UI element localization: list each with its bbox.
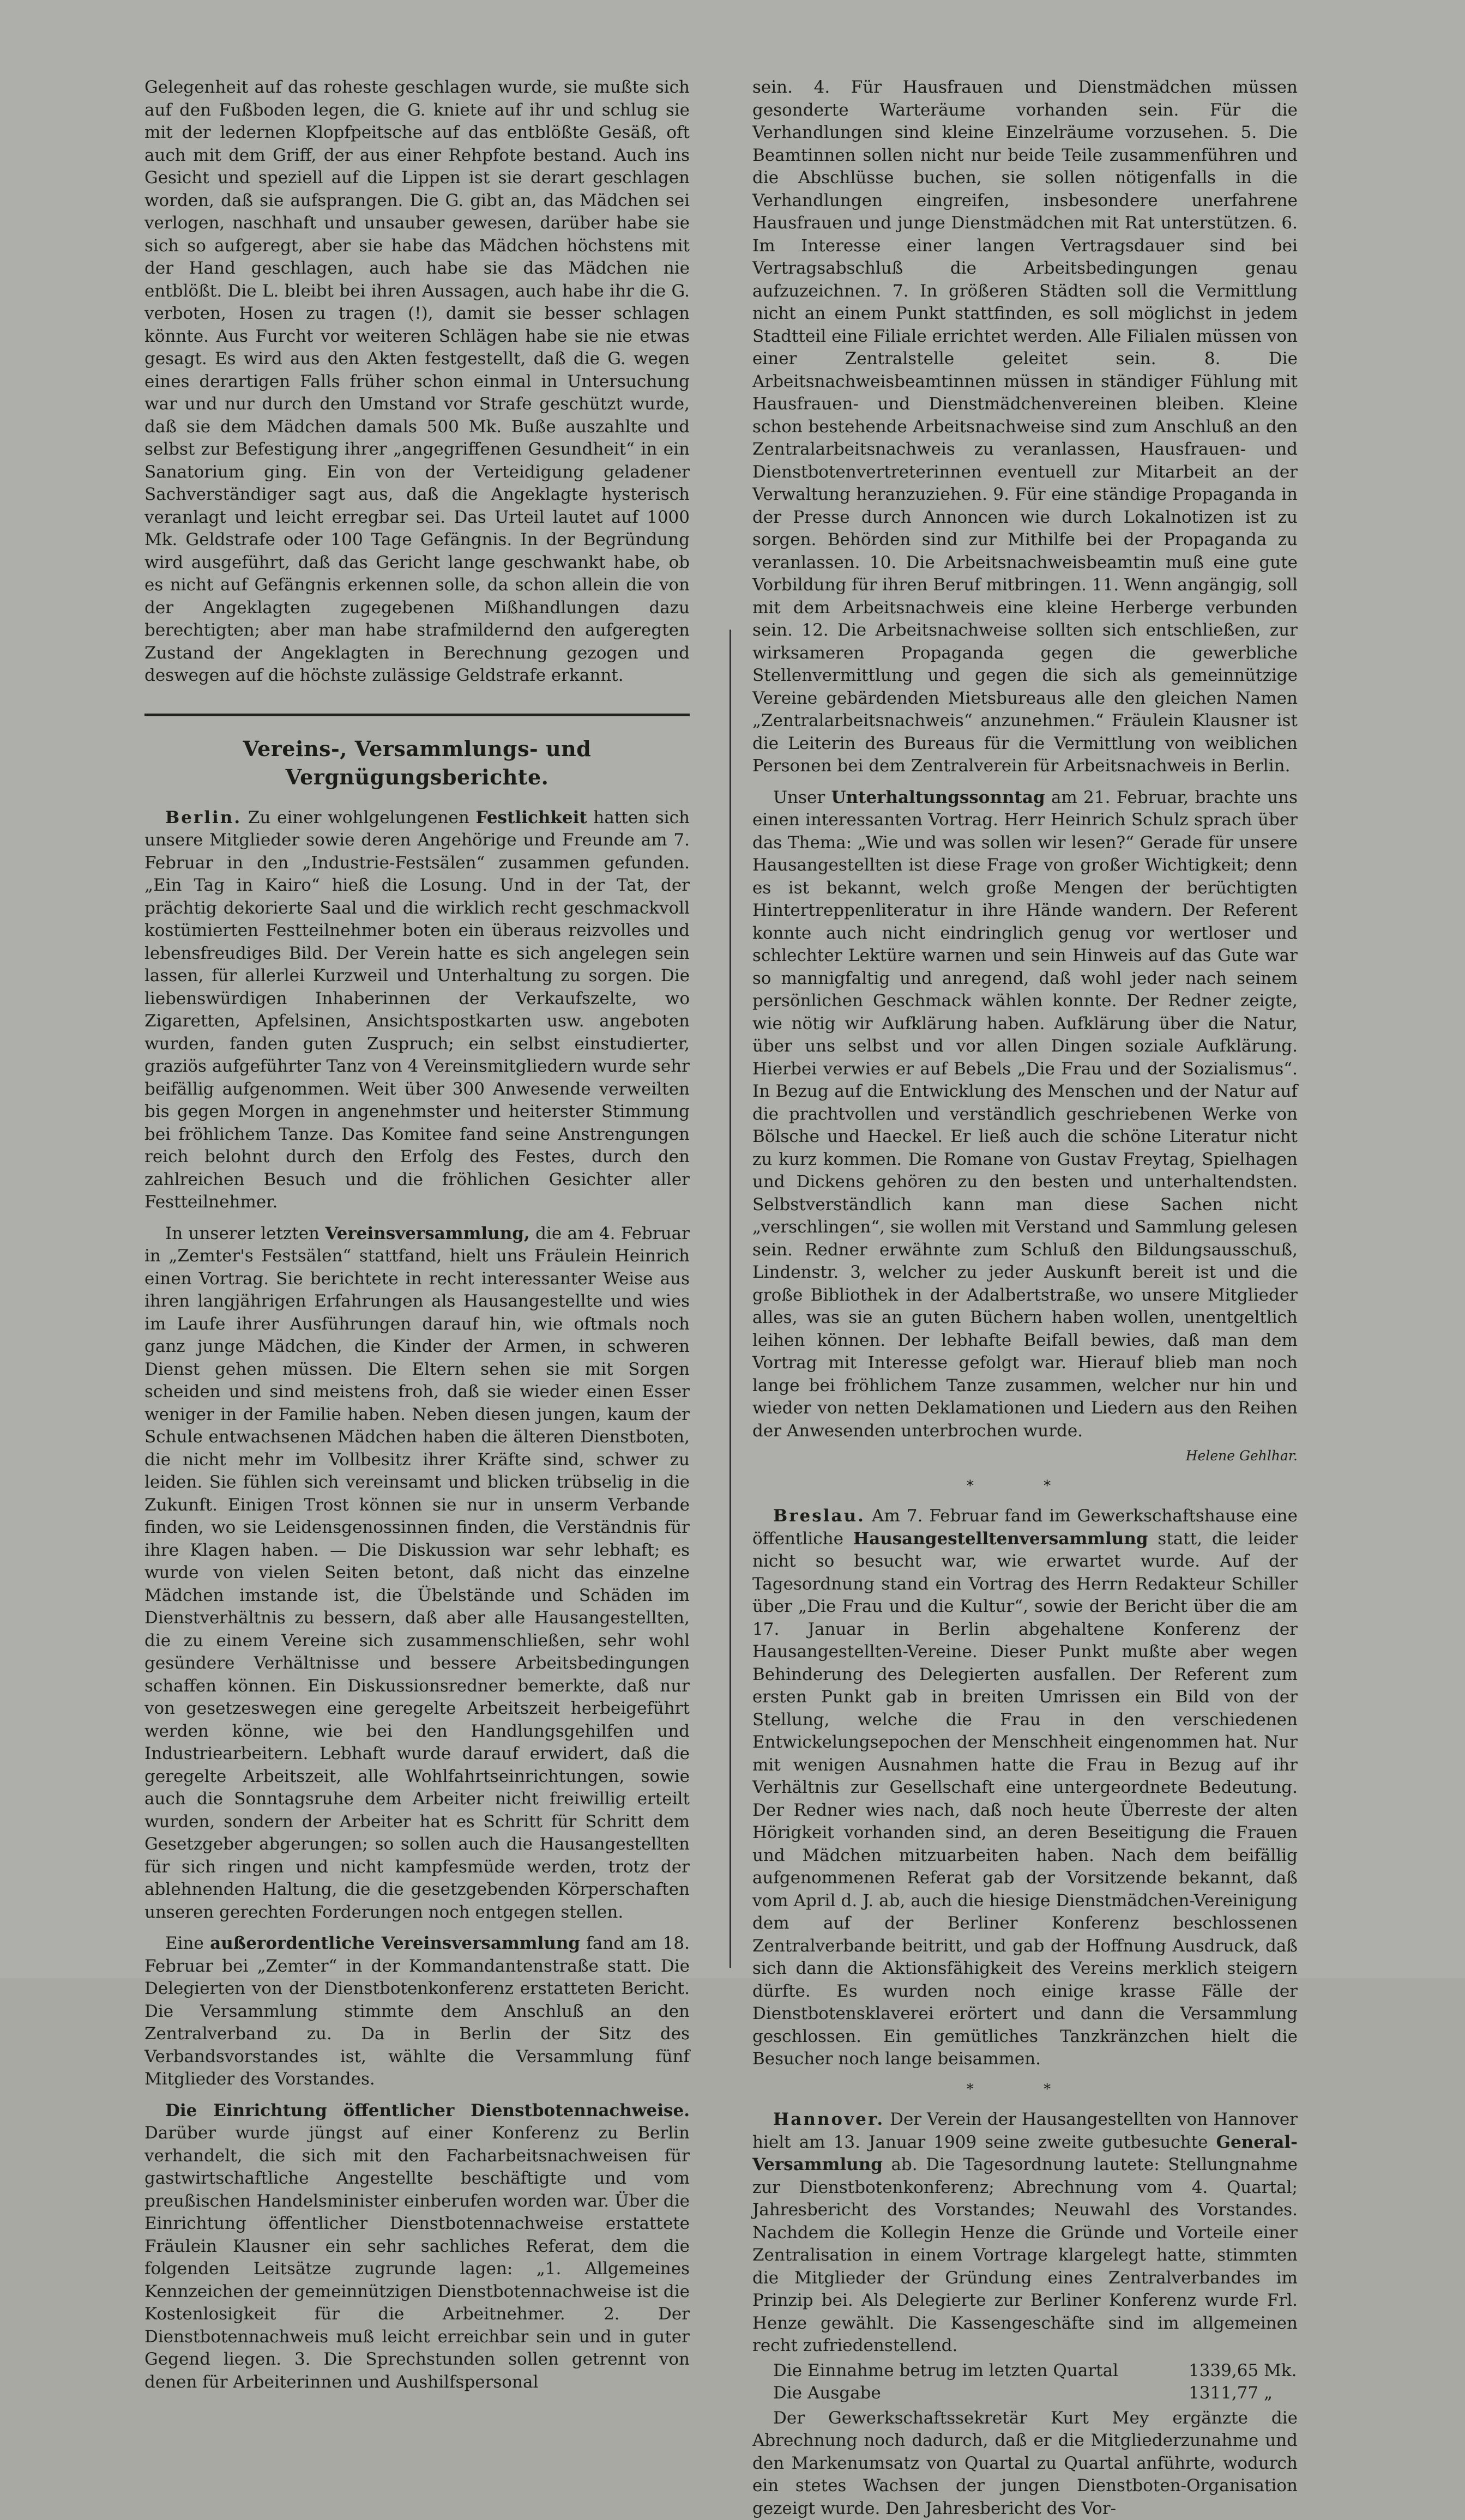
court-report-continuation: Gelegenheit auf das roheste geschlagen wurde, sie mußte sich auf den Fußboden legen, die G. kniete auf ihr und schlug sie mit der ledernen Klopfpeitsche auf das entblößte Gesäß, oft auch mit dem Griff, der aus einer Rehpfote bestand. Auch ins Gesicht und speziell auf die Lippen ist sie derart geschlagen worden, daß sie aufsprangen. Die G. gibt an, das Mädchen sei verlogen, naschhaft und unsauber gewesen, darüber habe sie sich so aufgeregt, aber sie habe das Mädchen höchstens mit der Hand geschlagen, auch habe sie das Mädchen nie entblößt. Die L. bleibt bei ihren Aussagen, auch habe ihr die G. verboten, Hosen zu tragen (!), damit sie besser schlagen könnte. Aus Furcht vor weiteren Schlägen habe sie nie etwas gesagt. Es wird aus den Akten festgestellt, daß die G. wegen eines derartigen Falls früher schon einmal in Untersuchung war und nur durch den Umstand vor Strafe geschützt wurde, daß sie dem Mädchen damals 500 Mk. Buße auszahlte und selbst zur Befestigung ihrer „angegriffenen Gesundheit“ in ein Sanatorium ging. Ein von der Verteidigung geladener Sachverständiger sagt aus, daß die Angeklagte hysterisch veranlagt und leicht erregbar sei. Das Urteil lautet auf 1000 Mk. Geldstrafe oder 100 Tage Gefängnis. In der Begründung wird ausgeführt, daß das Gericht lange geschwankt habe, ob es nicht auf Gefängnis erkennen solle, da schon allein die von der Angeklagten zugegebenen Mißhandlungen dazu berechtigten; aber man habe strafmildernd den aufgeregten Zustand der Angeklagten in Berechnung gezogen und deswegen auf die höchste zulässige Geldstrafe erkannt. [144, 76, 690, 687]
guidelines-continuation: sein. 4. Für Hausfrauen und Dienstmädchen müssen gesonderte Warteräume vorhanden sein. Für die Verhandlungen sind kleine Einzelräume vorzusehen. 5. Die Beamtinnen sollen nicht nur beide Teile zusammenführen und die Abschlüsse buchen, sie sollen nötigenfalls in die Verhandlungen eingreifen, insbesondere unerfahrene Hausfrauen und junge Dienstmädchen mit Rat unterstützen. 6. Im Interesse einer langen Vertragsdauer sind bei Vertragsabschluß die Arbeitsbedingungen genau aufzuzeichnen. 7. In größeren Städten soll die Vermittlung nicht an einem Punkt stattfinden, es soll möglichst in jedem Stadtteil eine Filiale errichtet werden. Alle Filialen müssen von einer Zentralstelle geleitet sein. 8. Die Arbeitsnachweisbeamtinnen müssen in ständiger Fühlung mit Hausfrauen- und Dienstmädchenvereinen bleiben. Kleine schon bestehende Arbeitsnachweise sind zum Anschluß an den Zentralarbeitsnachweis zu veranlassen, Hausfrauen- und Dienstbotenvertreterinnen eventuell zur Mitarbeit an der Verwaltung heranzuziehen. 9. Für eine ständige Propaganda in der Presse durch Annoncen wie durch Lokalnotizen ist zu sorgen. Behörden sind zur Mithilfe bei der Propaganda zu veranlassen. 10. Die Arbeitsnachweisbeamtin muß eine gute Vorbildung für ihren Beruf mitbringen. 11. Wenn angängig, soll mit dem Arbeitsnachweis eine kleine Herberge verbunden sein. 12. Die Arbeitsnachweise sollten sich entschließen, zur wirksameren Propaganda gegen die gewerbliche Stellenvermittlung und gegen die sich als gemeinnützige Vereine gebärdenden Mietsbureaus alle den gleichen Namen „Zentralarbeitsnachweis“ anzunehmen.“ Fräulein Klausner ist die Leiterin des Bureaus für die Vermittlung von weiblichen Personen bei dem Zentralverein für Arbeitsnachweis in Berlin. [752, 76, 1298, 778]
income-value: 1339,65 Mk. [1189, 2360, 1298, 2383]
breslau-text-a: Am 7. Februar fand im Gewerkschaftshause eine öffentliche [752, 1506, 1298, 1549]
expense-label: Die Ausgabe [752, 2382, 1189, 2405]
berlin-p1-text-c: hatten sich unsere Mitglieder sowie deren Angehörige und Freunde am 7. Februar in den „Industrie-Festsälen“ zusammen gefunden. „Ein Tag in Kairo“ hieß die Losung. Und in der Tat, der prächtig dekorierte Saal und die wirklich recht geschmackvoll kostümierten Festteilnehmer boten ein überaus reizvolles und lebensfreudiges Bild. Der Verein hatte es sich angelegen sein lassen, für allerlei Kurzweil und Unterhaltung zu sorgen. Die liebenswürdigen Inhaberinnen der Verkaufszelte, wo Zigaretten, Apfelsinen, Ansichtspostkarten usw. angeboten wurden, fanden guten Zuspruch; ein selbst einstudierter, graziös aufgeführter Tanz von 4 Vereinsmitgliedern wurde sehr beifällig aufgenommen. Weit über 300 Anwesende verweilten bis gegen Morgen in angenehmster und heiterster Stimmung bei fröhlichem Tanze. Das Komitee fand seine Anstrengungen reich belohnt durch den Erfolg des Festes, durch den zahlreichen Besuch und die fröhlichen Gesichter aller Festteilnehmer. [144, 808, 690, 1212]
berlin-p4-text: Darüber wurde jüngst auf einer Konferenz zu Berlin verhandelt, die sich mit den Facharbeitsnachweisen für gastwirtschaftliche Angestellte beschäftigte und vom preußischen Handelsminister einberufen worden war. Über die Einrichtung öffentlicher Dienstbotennachweise erstattete Fräulein Klausner ein sehr sachliches Referat, dem die folgenden Leitsätze zugrunde lagen: „1. Allgemeines Kennzeichen der gemeinnützigen Dienstbotennachweise ist die Kostenlosigkeit für die Arbeitnehmer. 2. Der Dienstbotennachweis muß leicht erreichbar sein und in guter Gegend liegen. 3. Die Sprechstunden sollen getrennt von denen für Arbeiterinnen und Aushilfspersonal [144, 2123, 690, 2392]
berlin-p3-text-a: Eine [165, 1933, 210, 1953]
finance-table [752, 2360, 1298, 2405]
berlin-p1-text-a: Zu einer wohlgelungenen [248, 808, 476, 827]
berlin-p2-keyword: Vereinsversammlung, [325, 1224, 529, 1243]
hannover-text-a: Der Verein der Hausangestellten von Hannover hielt am 13. Januar 1909 seine zweite gutbesuchte [752, 2110, 1298, 2152]
author-signature: Helene Gehlhar. [752, 1445, 1298, 1467]
right-column [752, 76, 1298, 2520]
berlin-p4-heading: Die Einrichtung öffentlicher Dienstbotennachweise. [165, 2101, 690, 2120]
expense-value: 1311,77 „ [1189, 2382, 1298, 2405]
berlin-p3-text-c: fand am 18. Februar bei „Zemter“ in der Kommandantenstraße statt. Die Delegierten von der Dienstbotenkonferenz erstatteten Bericht. Die Versammlung stimmte dem Anschluß an den Zentralverband zu. Da in Berlin der Sitz des Verbandsvorstandes ist, wählte die Versammlung fünf Mitglieder des Vorstandes. [144, 1933, 690, 2089]
berlin-report-festival [144, 807, 690, 1214]
berlin-p2-text-a: In unserer letzten [165, 1224, 325, 1243]
hannover-report-continued: Der Gewerkschaftssekretär Kurt Mey ergänzte die Abrechnung noch dadurch, daß er die Mitgliederzunahme und den Markenumsatz von Quartal zu Quartal anführte, wodurch ein stetes Wachsen der jungen Dienstboten-Organisation gezeigt wurde. Den Jahresbericht des Vor- [752, 2407, 1298, 2520]
entertainment-sunday-report [752, 787, 1298, 1443]
section-divider [144, 714, 690, 716]
entertainment-text-c: am 21. Februar, brachte uns einen interessanten Vortrag. Herr Heinrich Schulz sprach über das Thema: „Wie und was sollen wir lesen?“ Gerade für unsere Hausangestellten ist diese Frage von großer Wichtigkeit; denn es ist bekannt, welch große Mengen der berüchtigten Hintertreppenliteratur in ihre Hände wandern. Der Referent konnte auch nicht eindringlich genug vor wertloser und schlechter Lektüre warnen und sein Hinweis auf das Gute war so mannigfaltig und anregend, daß wohl jeder nach seinem persönlichen Geschmack wählen konnte. Der Redner zeigte, wie nötig wir Aufklärung haben. Aufklärung über die Natur, über uns selbst und vor allen Dingen soziale Aufklärung. Hierbei verwies er auf Bebels „Die Frau und der Sozialismus“. In Bezug auf die Entwicklung des Menschen und der Natur auf die prachtvollen und verständlich geschriebenen Werke von Bölsche und Haeckel. Er ließ auch die schöne Literatur nicht zu kurz kommen. Die Romane von Gustav Freytag, Spielhagen und Dickens gehören zu den besten und unterhaltendsten. Selbstverständlich kann man diese Sachen nicht „verschlingen“, sie wollen mit Verstand und Sammlung gelesen sein. Redner erwähnte zum Schluß den Bildungsausschuß, Lindenstr. 3, welcher zu jeder Auskunft bereit ist und die große Bibliothek in der Adalbertstraße, wo unsere Mitglieder alles, was sie an guten Büchern haben wollen, unentgeltlich leihen können. Der lebhafte Beifall bewies, daß man dem Vortrag mit Interesse gefolgt war. Hierauf blieb man noch lange bei fröhlichem Tanze zusammen, welcher nur hin und wieder von netten Deklamationen und Liedern aus den Reihen der Anwesenden unterbrochen wurde. [752, 788, 1298, 1441]
hannover-keyword: General-Versammlung [752, 2132, 1298, 2175]
breslau-text-c: statt, die leider nicht so besucht war, wie erwartet wurde. Auf der Tagesordnung stand ein Vortrag des Herrn Redakteur Schiller über „Die Frau und die Kultur“, sowie der Bericht über die am 17. Januar in Berlin abgehaltene Konferenz der Hausangestellten-Vereine. Dieser Punkt mußte aber wegen Behinderung des Delegierten ausfallen. Der Referent zum ersten Punkt gab in breiten Umrissen ein Bild von der Stellung, welche die Frau in den verschiedenen Entwickelungsepochen der Menschheit eingenommen hat. Nur mit wenigen Ausnahmen hatte die Frau in Bezug auf ihr Verhältnis zur Gesellschaft eine untergeordnete Bedeutung. Der Redner wies nach, daß noch heute Überreste der alten Hörigkeit vorhanden sind, an deren Beseitigung die Frauen und Mädchen mitzuarbeiten haben. Nach dem beifällig aufgenommenen Referat gab der Vorsitzende bekannt, daß vom April d. J. ab, auch die hiesige Dienstmädchen-Vereinigung dem auf der Berliner Konferenz beschlossenen Zentralverbande beitritt, und gab der Hoffnung Ausdruck, daß sich dann die Aktionsfähigkeit des Vereins merklich steigern dürfte. Es wurden noch einige krasse Fälle der Dienstbotensklaverei erörtert und dann die Versammlung geschlossen. Ein gemütliches Tanzkränzchen hielt die Besucher noch lange beisammen. [752, 1529, 1298, 2069]
breslau-place-label: Breslau. [773, 1506, 865, 1526]
left-column [144, 76, 690, 2394]
entertainment-text-a: Unser [773, 788, 831, 807]
entertainment-keyword: Unterhaltungssonntag [831, 788, 1045, 807]
berlin-p1-keyword: Festlichkeit [476, 808, 587, 827]
column-divider [730, 630, 731, 1968]
berlin-report-employment-agencies [144, 2100, 690, 2394]
asterism-separator: * * [752, 1475, 1298, 1498]
hannover-text-c: ab. Die Tagesordnung lautete: Stellungnahme zur Dienstbotenkonferenz; Abrechnung vom 4. Quartal; Jahresbericht des Vorstandes; Neuwahl des Vorstandes. Nachdem die Kollegin Henze die Gründe und Vorteile einer Zentralisation in einem Vortrage klargelegt hatte, stimmten die Mitglieder der Gründung eines Zentralverbandes im Prinzip bei. Als Delegierte zur Berliner Konferenz wurde Frl. Henze gewählt. Die Kassengeschäfte sind im allgemeinen recht zufriedenstellend. [752, 2155, 1298, 2355]
berlin-p3-keyword: außerordentliche Vereinsversammlung [210, 1933, 580, 1953]
income-label: Die Einnahme betrug im letzten Quartal [752, 2360, 1189, 2383]
income-row [752, 2360, 1298, 2383]
section-heading: Vereins-, Versammlungs- und Vergnügungsberichte. [144, 735, 690, 791]
expense-row [752, 2382, 1298, 2405]
berlin-report-meeting [144, 1223, 690, 1924]
breslau-keyword: Hausangestelltenversammlung [853, 1529, 1148, 1549]
berlin-place-label: Berlin. [165, 808, 242, 827]
berlin-report-extraordinary [144, 1932, 690, 2091]
hannover-place-label: Hannover. [773, 2110, 884, 2129]
hannover-report [752, 2108, 1298, 2358]
asterism-separator-2: * * [752, 2078, 1298, 2101]
breslau-report [752, 1505, 1298, 2071]
berlin-p2-text-c: die am 4. Februar in „Zemter's Festsälen“ stattfand, hielt uns Fräulein Heinrich einen Vortrag. Sie berichtete in recht interessanter Weise aus ihren langjährigen Erfahrungen als Hausangestellte und wies im Laufe ihrer Ausführungen darauf hin, wie oftmals noch ganz junge Mädchen, die Kinder der Armen, in schweren Dienst gehen müssen. Die Eltern sehen sie mit Sorgen scheiden und sind meistens froh, daß sie wieder einen Esser weniger in der Familie haben. Neben diesen jungen, kaum der Schule entwachsenen Mädchen haben die älteren Dienstboten, die nicht mehr im Vollbesitz ihrer Kräfte sind, schwer zu leiden. Sie fühlen sich vereinsamt und blicken trübselig in die Zukunft. Einigen Trost können sie nur in unserm Verbande finden, wo sie Leidensgenossinnen finden, die Verständnis für ihre Klagen haben. — Die Diskussion war sehr lebhaft; es wurde von vielen Seiten betont, daß nicht das einzelne Mädchen imstande ist, die Übelstände und Schäden im Dienstverhältnis zu bessern, daß aber alle Hausangestellten, die zu einem Vereine sich zusammenschließen, sehr wohl gesündere Verhältnisse und bessere Arbeitsbedingungen schaffen können. Ein Diskussionsredner bemerkte, daß nur von gesetzeswegen eine geregelte Arbeitszeit herbeigeführt werden könne, wie bei den Handlungsgehilfen und Industriearbeitern. Lebhaft wurde darauf erwidert, daß die geregelte Arbeitszeit, alle Wohlfahrtseinrichtungen, sowie auch die Sonntagsruhe dem Arbeiter nicht freiwillig erteilt wurden, sondern der Arbeiter hat es Schritt für Schritt dem Gesetzgeber abgerungen; so sollen auch die Hausangestellten für sich ringen und nicht kampfesmüde werden, trotz der ablehnenden Haltung, die die gesetzgebenden Körperschaften unseren gerechten Forderungen noch entgegen stellen. [144, 1224, 690, 1922]
